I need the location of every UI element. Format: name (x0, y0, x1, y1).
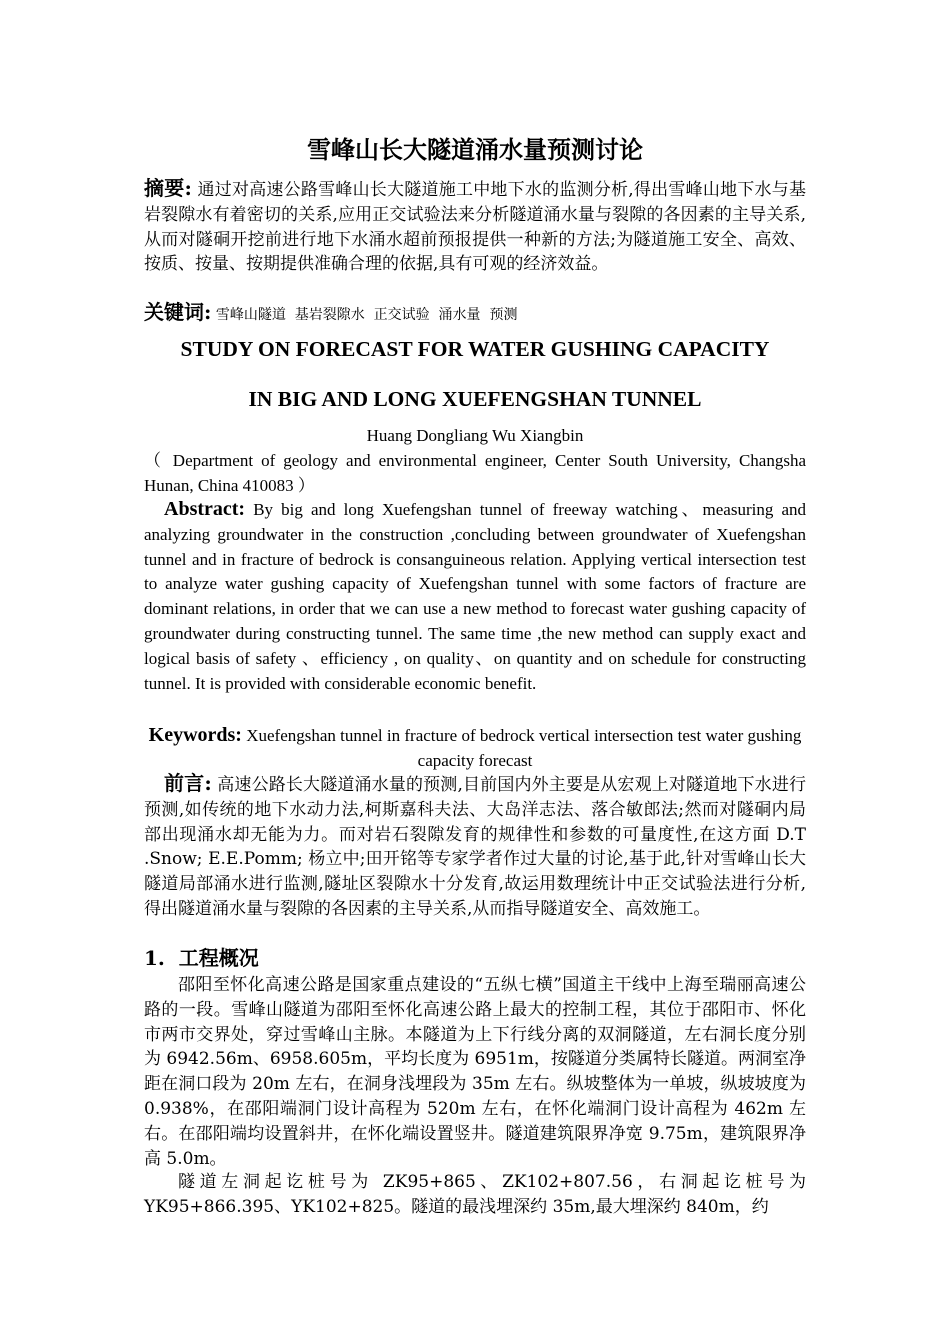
keywords-cn-label: 关键词: (144, 300, 212, 324)
english-title-line-1: STUDY ON FORECAST FOR WATER GUSHING CAPACITY (180, 337, 770, 361)
english-keywords (144, 723, 806, 774)
section-1-paragraph-2: 隧道左洞起讫桩号为 ZK95+865、ZK102+807.56，右洞起讫桩号为 YK95+866.395、YK102+825。隧道的最浅埋深约 35m,最大埋深约 840m，约 (144, 1172, 806, 1217)
chinese-title: 雪峰山长大隧道涌水量预测讨论 (307, 135, 643, 164)
keywords-cn-text: 雪峰山隧道 基岩裂隙水 正交试验 涌水量 预测 (211, 307, 518, 323)
english-abstract (144, 497, 806, 696)
abstract-cn-label: 摘要: (144, 176, 192, 200)
section-1-paragraph-1: 邵阳至怀化高速公路是国家重点建设的“五纵七横”国道主干线中上海至瑞丽高速公路的一段。雪峰山隧道为邵阳至怀化高速公路上最大的控制工程，其位于邵阳市、怀化市两市交界处，穿过雪峰山主脉。本隧道为上下行线分离的双洞隧道，左右洞长度分别为 6942.56m、6958.605m，平均长度为 6951m，按隧道分类属特长隧道。两洞室净距在洞口段为 20m 左右，在洞身浅埋段为 35m 左右。纵坡整体为一单坡，纵坡坡度为 0.938%，在邵阳端洞门设计高程为 520m 左右，在怀化端洞门设计高程为 462m 左右。在邵阳端均设置斜井，在怀化端设置竖井。隧道建筑限界净宽 9.75m，建筑限界净高 5.0m。 (144, 975, 806, 1169)
abstract-en-label: Abstract: (164, 498, 246, 520)
keywords-en-text: Xuefengshan tunnel in fracture of bedrock vertical intersection test water gushing capacity forecast (241, 726, 802, 770)
intro-text: 高速公路长大隧道涌水量的预测,目前国内外主要是从宏观上对隧道地下水进行预测,如传统的地下水动力法,柯斯嘉科夫法、大岛洋志法、落合敏郎法;然而对隧硐内局部出现涌水却无能为力。而对岩石裂隙发育的规律性和参数的可量度性,在这方面 D.T .Snow; E.E.Pomm; 杨立中;田开铭等专家学者作过大量的讨论,基于此,针对雪峰山长大隧道局部涌水进行监测,隧址区裂隙水十分发育,故运用数理统计中正交试验法进行分析,得出隧道涌水量与裂隙的各因素的主导关系,从而指导隧道安全、高效施工。 (144, 775, 806, 919)
abstract-en-text: By big and long Xuefengshan tunnel of freeway watching、measuring and analyzing groundwater in the construction ,concluding between groundwater of Xuefengshan tunnel and in fracture of bedrock is consanguineous relation. Applying vertical intersection test to analyze water gushing capacity of Xuefengshan tunnel with some factors of fracture are dominant relations, in order that we can use a new method to forecast water gushing capacity of groundwater during constructing tunnel. The same time ,the new method can supply exact and logical basis of safety 、efficiency , on quality、on quantity and on schedule for constructing tunnel. It is provided with considerable economic benefit. (144, 500, 806, 693)
english-title-line-2: IN BIG AND LONG XUEFENGSHAN TUNNEL (248, 387, 702, 411)
intro-label: 前言: (164, 771, 212, 795)
introduction (144, 771, 806, 922)
chinese-keywords (144, 299, 806, 328)
chinese-abstract (144, 176, 806, 277)
section-1-heading: 1. 工程概况 (144, 946, 259, 970)
keywords-en-label: Keywords: (148, 724, 242, 746)
affiliation: （ Department of geology and environmental engineer, Center South University, Changsha Hunan, China 410083 ） (144, 451, 806, 495)
abstract-cn-text: 通过对高速公路雪峰山长大隧道施工中地下水的监测分析,得出雪峰山地下水与基岩裂隙水有着密切的关系,应用正交试验法来分析隧道涌水量与裂隙的各因素的主导关系,从而对隧硐开挖前进行地下水涌水超前预报提供一种新的方法;为隧道施工安全、高效、按质、按量、按期提供准确合理的依据,具有可观的经济效益。 (144, 180, 806, 275)
authors: Huang Dongliang Wu Xiangbin (366, 426, 584, 445)
